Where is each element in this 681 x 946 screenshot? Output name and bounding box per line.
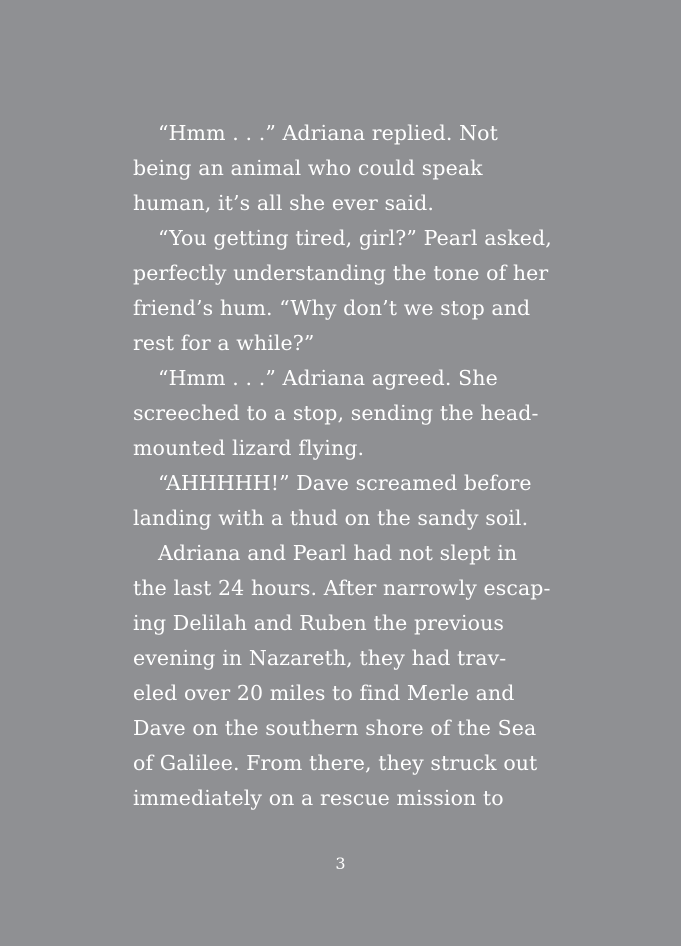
text-line: perfectly understanding the tone of her bbox=[133, 261, 549, 285]
text-line: screeched to a stop, sending the head- bbox=[133, 401, 539, 425]
text-line: “You getting tired, girl?” Pearl asked, bbox=[158, 226, 552, 250]
text-line: “AHHHHH!” Dave screamed before bbox=[158, 471, 532, 495]
text-line: immediately on a rescue mission to bbox=[133, 786, 504, 810]
text-line: mounted lizard flying. bbox=[133, 436, 365, 460]
text-line: of Galilee. From there, they struck out bbox=[133, 751, 538, 775]
text-line: “Hmm . . .” Adriana replied. Not bbox=[158, 121, 498, 145]
text-line: evening in Nazareth, they had trav- bbox=[133, 646, 507, 670]
text-line: ing Delilah and Ruben the previous bbox=[133, 611, 504, 635]
page-number: 3 bbox=[335, 854, 346, 873]
text-line: “Hmm . . .” Adriana agreed. She bbox=[158, 366, 498, 390]
text-line: human, it’s all she ever said. bbox=[133, 191, 434, 215]
text-line: Adriana and Pearl had not slept in bbox=[158, 541, 518, 565]
text-line: being an animal who could speak bbox=[133, 156, 483, 180]
text-line: landing with a thud on the sandy soil. bbox=[133, 506, 529, 530]
text-line: the last 24 hours. After narrowly escap- bbox=[133, 576, 551, 600]
text-line: rest for a while?” bbox=[133, 331, 315, 355]
text-line: friend’s hum. “Why don’t we stop and bbox=[133, 296, 531, 320]
text-line: eled over 20 miles to find Merle and bbox=[133, 681, 515, 705]
text-line: Dave on the southern shore of the Sea bbox=[133, 716, 537, 740]
body-text bbox=[133, 116, 553, 816]
